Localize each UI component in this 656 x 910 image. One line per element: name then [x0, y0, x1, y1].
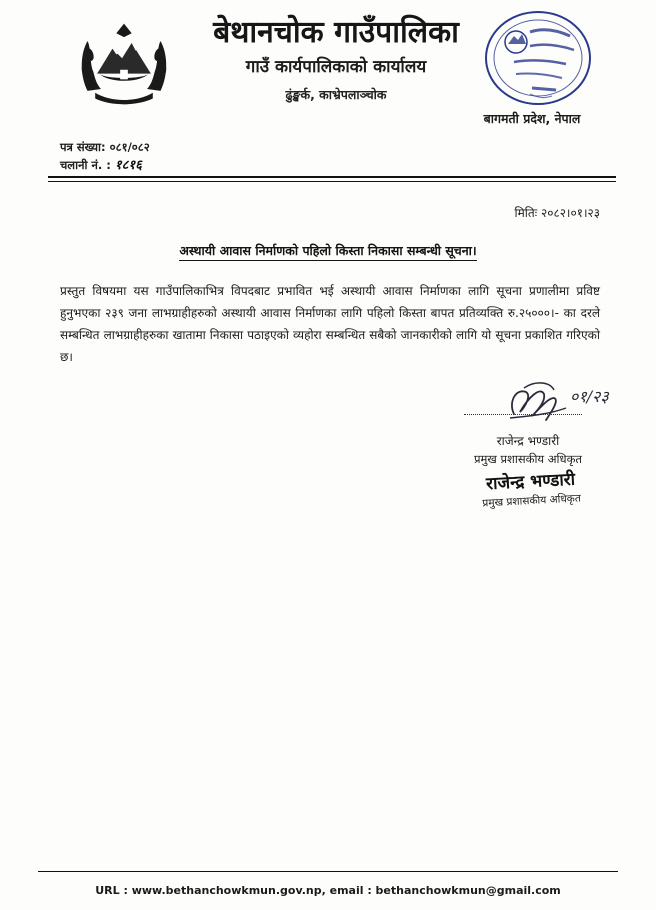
handwritten-signature [480, 368, 630, 428]
dispatch-number [60, 156, 150, 175]
signatory-name: राजेन्द्र भण्डारी [496, 434, 560, 448]
letter-body: प्रस्तुत विषयमा यस गाउँपालिकाभित्र विपदबाट प्रभावित भई अस्थायी आवास निर्माणका लागि सूचना प्रणालीमा प्रविष्ट हुनुभएका २३९ जना लाभग्राहीहरुको अस्थायी आवास निर्माणका लागि पहिलो किस्ता बापत प्रतिव्यक्ति रु.२५०००।- का दरले सम्बन्धित लाभग्राहीहरुका खातामा निकासा पठाइएको व्यहोरा सम्बन्धित सबैको जानकारीको लागि यो सूचना प्रकाशित गरिएको छ। [60, 284, 600, 364]
signature-line [464, 414, 582, 415]
dispatch-number-label: चलानी नं. : [60, 158, 111, 172]
municipality-name: बेथानचोक गाउँपालिका [213, 15, 459, 50]
province: बागमती प्रदेश, नेपाल [483, 111, 581, 126]
office-address: ढुंङ्खर्क, काभ्रेपलाञ्चोक [285, 87, 387, 102]
subject-text: अस्थायी आवास निर्माणको पहिलो किस्ता निकासा सम्बन्धी सूचना। [179, 242, 476, 261]
footer-contact: URL : www.bethanchowkmun.gov.np, email : bethanchowkmun@gmail.com [95, 884, 561, 897]
signatory-post: प्रमुख प्रशासकीय अधिकृत [474, 452, 582, 466]
letter-subject [0, 242, 656, 261]
letter-number-label: पत्र संख्या: [60, 140, 106, 154]
office-name: गाउँ कार्यपालिकाको कार्यालय [245, 57, 427, 77]
footer-divider [38, 871, 618, 872]
letterhead [170, 14, 502, 106]
letter-number [60, 138, 150, 156]
signature-date: ०१/२३ [570, 387, 609, 406]
letter-date: मितिः २०८२।०१।२३ [514, 206, 600, 220]
dispatch-number-value: १८१६ [114, 158, 142, 173]
letter-number-value: ०८१/०८२ [109, 140, 150, 154]
header-divider-thin [48, 181, 616, 182]
stamp-name: राजेन्द्र भण्डारी [485, 469, 576, 495]
header-divider [48, 176, 616, 178]
stamp-post: प्रमुख प्रशासकीय अधिकृत [482, 492, 582, 510]
official-name-stamp [465, 467, 597, 513]
office-seal-icon [478, 6, 598, 110]
reference-block [60, 138, 150, 175]
nepal-emblem-icon [76, 16, 172, 112]
